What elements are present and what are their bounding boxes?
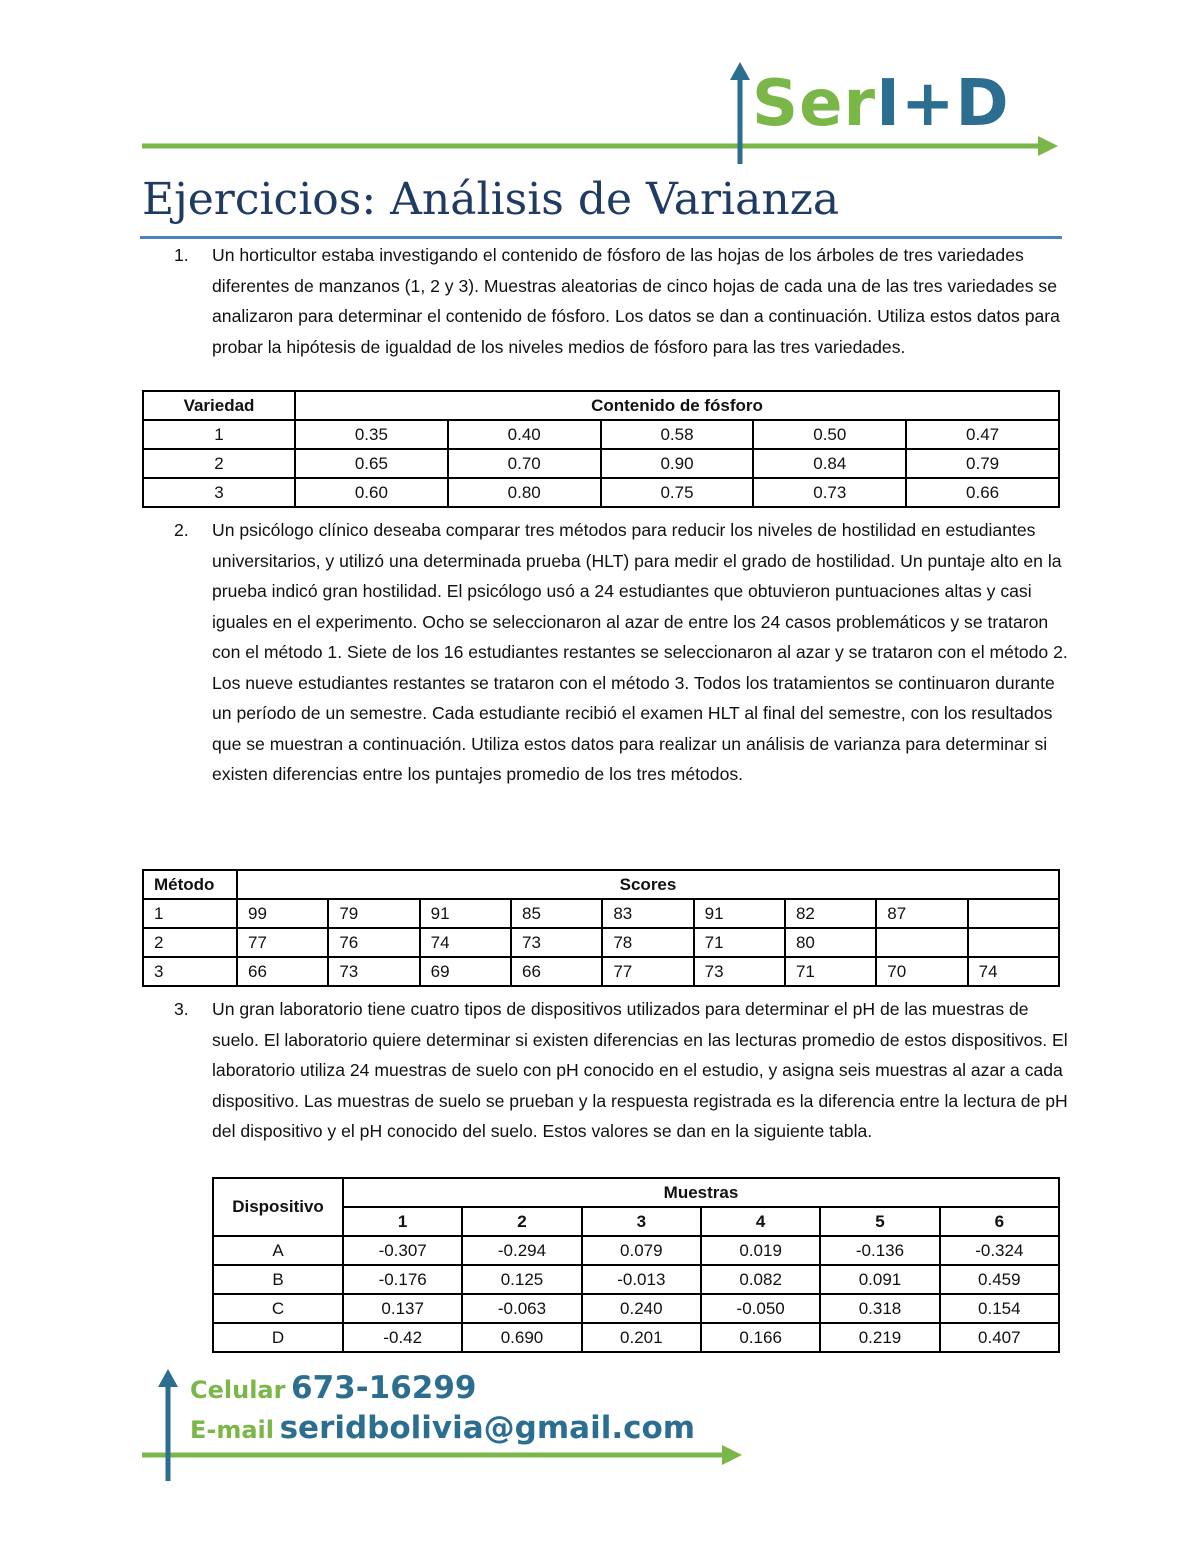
table-cell: A — [213, 1236, 343, 1265]
phone-label: Celular — [190, 1376, 286, 1404]
table-cell: 3 — [143, 957, 237, 986]
table-cell: 1 — [143, 420, 295, 449]
logo-id: I+D — [876, 67, 1010, 141]
table-cell: 1 — [143, 899, 237, 928]
logo — [752, 67, 1010, 141]
table-header: Scores — [237, 870, 1059, 899]
table-header: Variedad — [143, 391, 295, 420]
table-header: 1 — [343, 1207, 462, 1236]
table-cell: -0.013 — [582, 1265, 701, 1294]
table-cell: 0.079 — [582, 1236, 701, 1265]
table-cell: 0.166 — [701, 1323, 820, 1352]
table-header: Muestras — [343, 1178, 1059, 1207]
table-header-row — [213, 1178, 1059, 1207]
table-cell — [968, 928, 1059, 957]
table-cell: 0.90 — [601, 449, 754, 478]
table-cell: 79 — [328, 899, 419, 928]
exercise-2-number: 2. — [174, 520, 189, 540]
table-cell: D — [213, 1323, 343, 1352]
email-label: E-mail — [190, 1416, 275, 1444]
table-cell: -0.294 — [462, 1236, 581, 1265]
table-cell: 0.58 — [601, 420, 754, 449]
table-cell: -0.063 — [462, 1294, 581, 1323]
table-row — [143, 449, 1059, 478]
email-address: seridbolivia@gmail.com — [279, 1410, 696, 1446]
table-cell: 0.80 — [448, 478, 601, 507]
table-cell: 0.137 — [343, 1294, 462, 1323]
table-cell — [876, 928, 967, 957]
table-cell: 0.79 — [906, 449, 1059, 478]
table-row — [143, 899, 1059, 928]
table-cell: 0.84 — [753, 449, 906, 478]
table-cell: 0.690 — [462, 1323, 581, 1352]
table-header: Dispositivo — [213, 1178, 343, 1236]
ph-devices-table — [212, 1177, 1060, 1353]
table-cell — [968, 899, 1059, 928]
table-cell: 71 — [785, 957, 876, 986]
exercise-1-text: Un horticultor estaba investigando el contenido de fósforo de las hojas de los árboles de tres variedades diferentes de manzanos (1, 2 y 3). Muestras aleatorias de cinco hojas de cada una de las tres variedades se analizaron para determinar el contenido de fósforo. Los datos se dan a continuación. Utiliza estos datos para probar la hipótesis de igualdad de los niveles medios de fósforo para las tres variedades. — [212, 245, 1060, 357]
table-row — [213, 1294, 1059, 1323]
title-divider — [140, 236, 1062, 239]
exercise-3-number: 3. — [174, 999, 189, 1019]
logo-ser: Ser — [752, 67, 877, 141]
table-cell: 91 — [694, 899, 785, 928]
table-cell: 77 — [237, 928, 328, 957]
table-cell: 69 — [420, 957, 511, 986]
table-header: Método — [143, 870, 237, 899]
table-cell: 85 — [511, 899, 602, 928]
phosphorus-table — [142, 390, 1060, 508]
table-cell: -0.136 — [820, 1236, 939, 1265]
table-cell: 0.50 — [753, 420, 906, 449]
exercise-1-number: 1. — [174, 245, 189, 265]
table-cell: 0.154 — [940, 1294, 1059, 1323]
table-cell: 74 — [968, 957, 1059, 986]
table-header-row — [143, 391, 1059, 420]
table-cell: -0.42 — [343, 1323, 462, 1352]
table-cell: 2 — [143, 449, 295, 478]
table-cell: 0.459 — [940, 1265, 1059, 1294]
table-cell: C — [213, 1294, 343, 1323]
scores-table — [142, 869, 1060, 987]
table-cell: 3 — [143, 478, 295, 507]
table-row — [213, 1323, 1059, 1352]
table-cell: 0.091 — [820, 1265, 939, 1294]
table-cell: 73 — [328, 957, 419, 986]
table-cell: 87 — [876, 899, 967, 928]
table-cell: 0.082 — [701, 1265, 820, 1294]
table-cell: 0.75 — [601, 478, 754, 507]
table-header: 3 — [582, 1207, 701, 1236]
table-header: 6 — [940, 1207, 1059, 1236]
table-header-row — [143, 870, 1059, 899]
table-row — [213, 1265, 1059, 1294]
table-cell: 0.40 — [448, 420, 601, 449]
table-header: 4 — [701, 1207, 820, 1236]
table-cell: 0.73 — [753, 478, 906, 507]
table-row — [143, 928, 1059, 957]
table-row — [143, 957, 1059, 986]
exercise-2-text: Un psicólogo clínico deseaba comparar tres métodos para reducir los niveles de hostilidad en estudiantes universitarios, y utilizó una determinada prueba (HLT) para medir el grado de hostilidad. Un puntaje alto en la prueba indicó gran hostilidad. El psicólogo usó a 24 estudiantes que obtuvieron puntuaciones altas y casi iguales en el experimento. Ocho se seleccionaron al azar de entre los 24 casos problemáticos y se trataron con el método 1. Siete de los 16 estudiantes restantes se seleccionaron al azar y se trataron con el método 2. Los nueve estudiantes restantes se trataron con el método 3. Todos los tratamientos se continuaron durante un período de un semestre. Cada estudiante recibió el examen HLT al final del semestre, con los resultados que se muestran a continuación. Utiliza estos datos para realizar un análisis de varianza para determinar si existen diferencias entre los puntajes promedio de los tres métodos. — [212, 520, 1068, 784]
table-cell: -0.050 — [701, 1294, 820, 1323]
table-cell: 0.407 — [940, 1323, 1059, 1352]
table-cell: 0.019 — [701, 1236, 820, 1265]
table-cell: 66 — [511, 957, 602, 986]
exercise-3-text: Un gran laboratorio tiene cuatro tipos de dispositivos utilizados para determinar el pH de las muestras de suelo. El laboratorio quiere determinar si existen diferencias en las lecturas promedio de estos dispositivos. El laboratorio utiliza 24 muestras de suelo con pH conocido en el estudio, y asigna seis muestras al azar a cada dispositivo. Las muestras de suelo se prueban y la respuesta registrada es la diferencia entre la lectura de pH del dispositivo y el pH conocido del suelo. Estos valores se dan en la siguiente tabla. — [212, 999, 1068, 1141]
table-cell: 99 — [237, 899, 328, 928]
table-cell: 66 — [237, 957, 328, 986]
table-cell: -0.176 — [343, 1265, 462, 1294]
table-cell: 0.47 — [906, 420, 1059, 449]
table-cell: 83 — [602, 899, 693, 928]
page-title: Ejercicios: Análisis de Varianza — [142, 174, 840, 225]
table-cell: 0.125 — [462, 1265, 581, 1294]
table-cell: 0.240 — [582, 1294, 701, 1323]
table-cell: 73 — [694, 957, 785, 986]
table-cell: 0.318 — [820, 1294, 939, 1323]
table-cell: 74 — [420, 928, 511, 957]
table-cell: -0.307 — [343, 1236, 462, 1265]
table-header: Contenido de fósforo — [295, 391, 1059, 420]
table-cell: 0.65 — [295, 449, 448, 478]
table-cell: 0.201 — [582, 1323, 701, 1352]
table-cell: 76 — [328, 928, 419, 957]
table-cell: 70 — [876, 957, 967, 986]
table-cell: 78 — [602, 928, 693, 957]
table-row — [143, 478, 1059, 507]
table-cell: -0.324 — [940, 1236, 1059, 1265]
contact-phone — [190, 1370, 477, 1406]
table-header: 5 — [820, 1207, 939, 1236]
contact-email — [190, 1410, 696, 1446]
table-cell: B — [213, 1265, 343, 1294]
table-cell: 73 — [511, 928, 602, 957]
table-cell: 2 — [143, 928, 237, 957]
table-row — [143, 420, 1059, 449]
table-cell: 91 — [420, 899, 511, 928]
table-cell: 0.219 — [820, 1323, 939, 1352]
table-cell: 77 — [602, 957, 693, 986]
phone-number: 673-16299 — [291, 1370, 477, 1406]
table-cell: 0.35 — [295, 420, 448, 449]
table-row — [213, 1236, 1059, 1265]
table-cell: 0.66 — [906, 478, 1059, 507]
table-cell: 80 — [785, 928, 876, 957]
table-cell: 0.60 — [295, 478, 448, 507]
table-header: 2 — [462, 1207, 581, 1236]
table-cell: 71 — [694, 928, 785, 957]
table-cell: 82 — [785, 899, 876, 928]
table-cell: 0.70 — [448, 449, 601, 478]
